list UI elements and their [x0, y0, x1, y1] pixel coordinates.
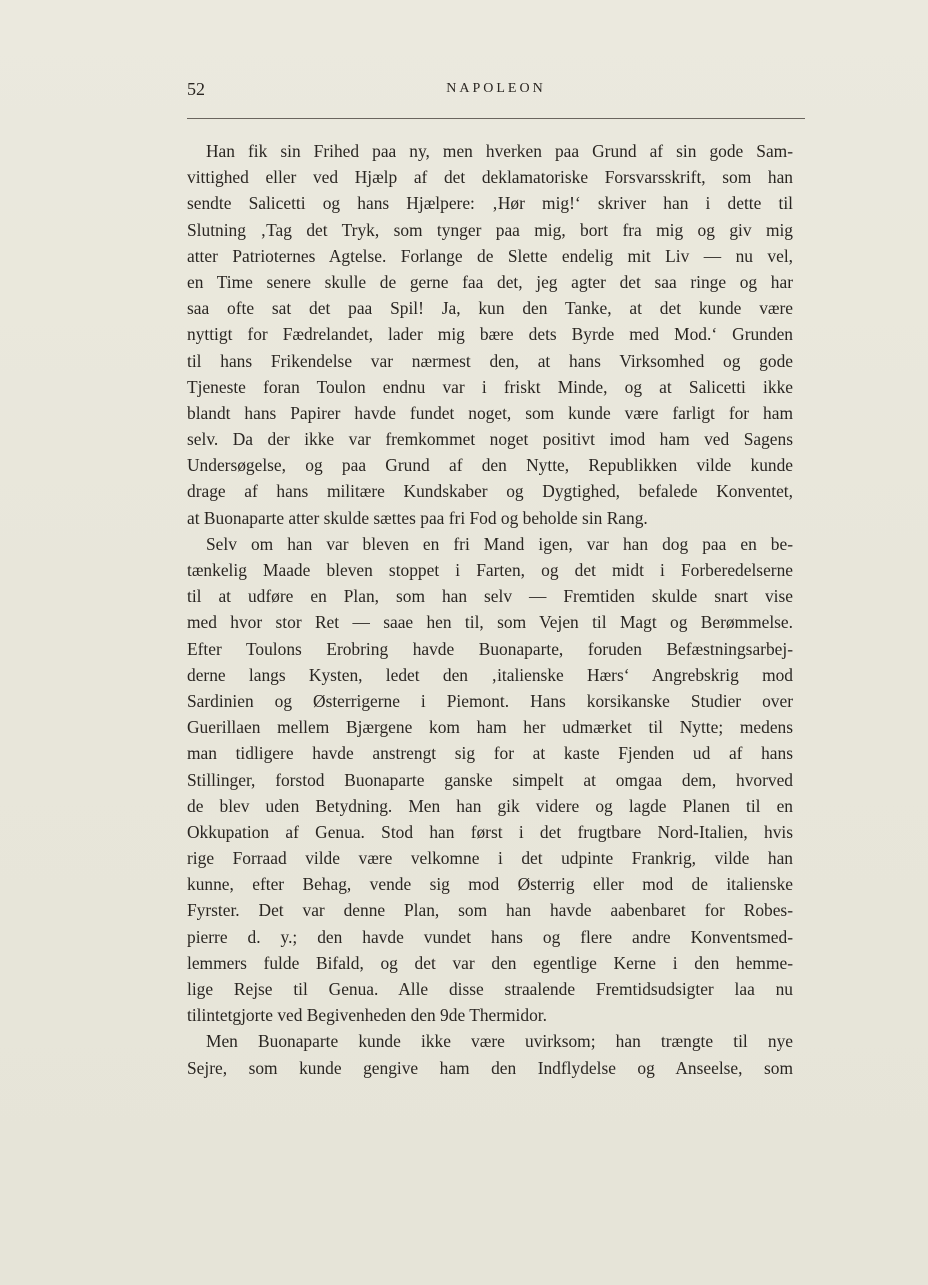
- text-line: nyttigt for Fædrelandet, lader mig bære dets Byrde med Mod.‘ Grunden: [187, 324, 793, 345]
- page-number: 52: [187, 79, 205, 99]
- text-line: med hvor stor Ret — saae hen til, som Vejen til Magt og Berømmelse.: [187, 612, 793, 633]
- text-line: Fyrster. Det var denne Plan, som han havde aabenbaret for Robes-: [187, 900, 793, 921]
- header-rule: [187, 118, 805, 119]
- text-line: tilintetgjorte ved Begivenheden den 9de Thermidor.: [187, 1005, 547, 1026]
- text-line: en Time senere skulle de gerne faa det, jeg agter det saa ringe og har: [187, 271, 793, 292]
- text-line: Sejre, som kunde gengive ham den Indflydelse og Anseelse, som: [187, 1057, 793, 1078]
- text-line: at Buonaparte atter skulde sættes paa fri Fod og beholde sin Rang.: [187, 507, 648, 528]
- text-line: rige Forraad vilde være velkomne i det udpinte Frankrig, vilde han: [187, 848, 793, 869]
- running-title: NAPOLEON: [446, 81, 546, 96]
- text-line: Men Buonaparte kunde ikke være uvirksom; han trængte til nye: [206, 1031, 793, 1052]
- text-line: derne langs Kysten, ledet den ‚italienske Hærs‘ Angrebskrig mod: [187, 664, 793, 685]
- text-line: vittighed eller ved Hjælp af det deklamatoriske Forsvarsskrift, som han: [187, 167, 793, 188]
- text-line: tænkelig Maade bleven stoppet i Farten, og det midt i Forberedelserne: [187, 560, 793, 580]
- text-line: Slutning ‚Tag det Tryk, som tynger paa mig, bort fra mig og giv mig: [187, 219, 793, 240]
- text-line: blandt hans Papirer havde fundet noget, som kunde være farligt for ham: [187, 402, 793, 423]
- text-line: sendte Salicetti og hans Hjælpere: ‚Hør mig!‘ skriver han i dette til: [187, 193, 793, 214]
- text-line: lemmers fulde Bifald, og det var den egentlige Kerne i den hemme-: [187, 952, 793, 973]
- body-text: [187, 138, 793, 1081]
- page-header: [187, 78, 805, 100]
- text-line: til hans Frikendelse var nærmest den, at hans Virksomhed og gode: [187, 350, 793, 371]
- text-line: de blev uden Betydning. Men han gik videre og lagde Planen til en: [187, 795, 793, 816]
- text-line: Okkupation af Genua. Stod han først i det frugtbare Nord-Italien, hvis: [187, 821, 793, 842]
- text-line: pierre d. y.; den havde vundet hans og flere andre Konventsmed-: [187, 926, 793, 947]
- text-line: saa ofte sat det paa Spil! Ja, kun den Tanke, at det kunde være: [187, 298, 793, 319]
- text-line: Sardinien og Østerrigerne i Piemont. Hans korsikanske Studier over: [187, 690, 793, 711]
- text-line: Selv om han var bleven en fri Mand igen, var han dog paa en be-: [206, 533, 793, 554]
- text-line: Undersøgelse, og paa Grund af den Nytte, Republikken vilde kunde: [187, 455, 793, 476]
- text-line: man tidligere havde anstrengt sig for at kaste Fjenden ud af hans: [187, 743, 793, 764]
- text-line: atter Patrioternes Agtelse. Forlange de Slette endelig mit Liv — nu vel,: [187, 245, 793, 266]
- text-line: Stillinger, forstod Buonaparte ganske simpelt at omgaa dem, hvorved: [187, 769, 793, 790]
- text-line: lige Rejse til Genua. Alle disse straalende Fremtidsudsigter laa nu: [187, 979, 793, 999]
- text-line: Efter Toulons Erobring havde Buonaparte, foruden Befæstningsarbej-: [187, 638, 793, 659]
- text-line: Guerillaen mellem Bjærgene kom ham her udmærket til Nytte; medens: [187, 717, 793, 738]
- text-line: drage af hans militære Kundskaber og Dygtighed, befalede Konventet,: [187, 481, 793, 502]
- text-line: selv. Da der ikke var fremkommet noget positivt imod ham ved Sagens: [187, 429, 793, 450]
- text-line: Han fik sin Frihed paa ny, men hverken paa Grund af sin gode Sam-: [206, 141, 793, 161]
- text-line: til at udføre en Plan, som han selv — Fremtiden skulde snart vise: [187, 586, 793, 607]
- text-line: kunne, efter Behag, vende sig mod Østerrig eller mod de italienske: [187, 874, 793, 895]
- text-line: Tjeneste foran Toulon endnu var i friskt Minde, og at Salicetti ikke: [187, 376, 793, 397]
